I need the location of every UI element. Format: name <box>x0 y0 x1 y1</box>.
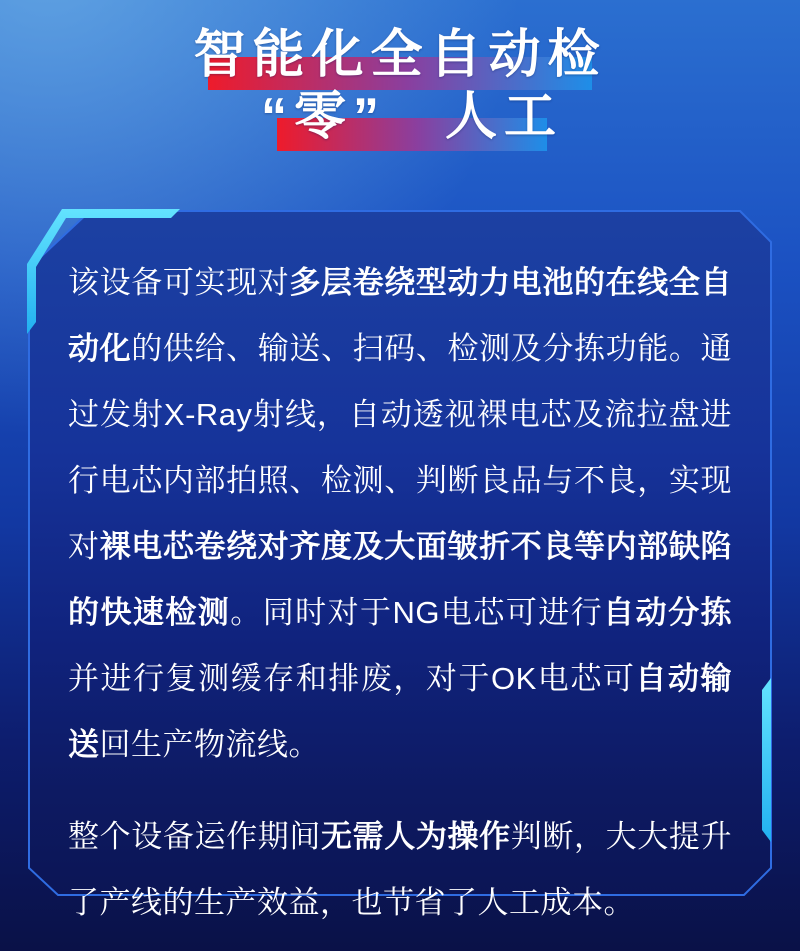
text-run: 并进行复测缓存和排废，对于OK电芯可 <box>68 661 636 696</box>
description-panel <box>28 210 772 920</box>
text-run: 该设备可实现对 <box>68 265 290 300</box>
text-run-bold: 自动分拣 <box>603 595 733 630</box>
text-run: 判断，大大提升了产线的生产效益，也节省了人工成本。 <box>68 819 732 920</box>
text-run-bold: 无需人为操作 <box>321 819 511 854</box>
text-run: 的供给、输送、扫码、检测及分拣功能。通过发射X-Ray射线，自动透视裸电芯及流拉盘进行电芯内部拍照、检测、判断良品与不良，实现对 <box>68 331 732 564</box>
text-run: 。同时对于NG电芯可进行 <box>230 595 604 630</box>
headline-row-1 <box>0 24 800 86</box>
text-run-bold: 裸电芯卷绕对齐度及大面皱折不良等内部缺陷的快速检测 <box>68 529 732 630</box>
page-title-line2: “零” 人工 <box>260 88 563 146</box>
efficiency-paragraph <box>68 804 732 936</box>
panel-text-block <box>28 210 772 920</box>
headline-row-2 <box>12 86 800 148</box>
page-title-line1: 智能化全自动检 <box>193 26 607 84</box>
text-run-bold: 自动输送 <box>68 661 732 762</box>
text-run-bold: 多层卷绕型动力电池的在线全自动化 <box>68 265 732 366</box>
device-description-paragraph <box>68 250 732 778</box>
text-run: 整个设备运作期间 <box>68 819 321 854</box>
text-run: 回生产物流线。 <box>99 727 320 762</box>
